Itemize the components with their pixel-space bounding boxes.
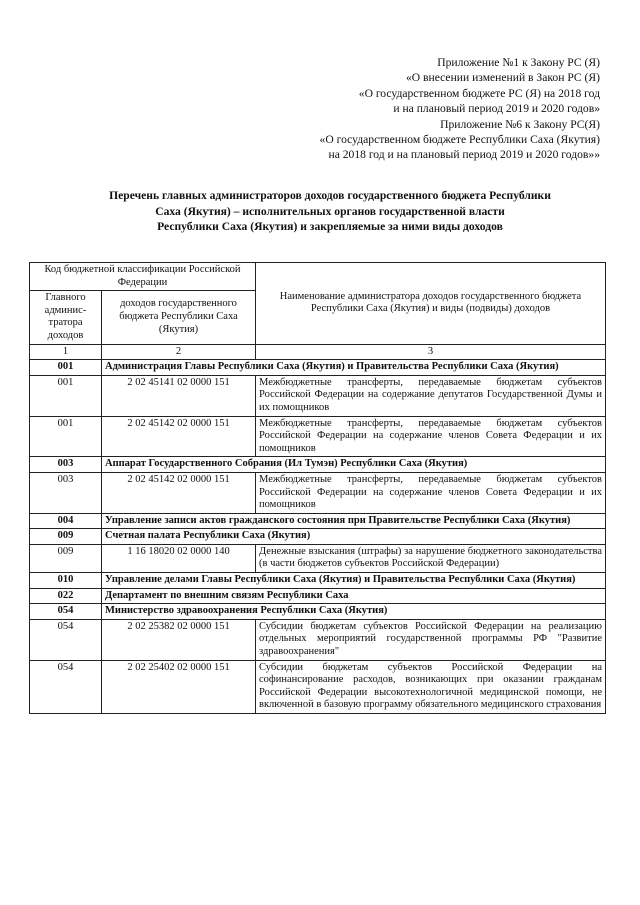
header-name: Наименование администратора доходов государственного бюджета Республики Саха (Якутия) и виды (подвиды) доходов <box>256 263 606 345</box>
admin-code: 001 <box>30 375 102 416</box>
income-name: Межбюджетные трансферты, передаваемые бюджетам субъектов Российской Федерации на содержание членов Совета Федерации и их помощников <box>256 416 606 457</box>
header-line: «О государственном бюджете Республики Саха (Якутия) <box>319 133 600 147</box>
table-row-income <box>30 375 606 416</box>
income-code: 2 02 45142 02 0000 151 <box>102 416 256 457</box>
title-line: Саха (Якутия) – исполнительных органов государственной власти <box>155 204 505 218</box>
table-row-income <box>30 416 606 457</box>
table-row-income <box>30 472 606 513</box>
admin-code: 003 <box>30 472 102 513</box>
table-row-admin <box>30 513 606 529</box>
document-title <box>50 188 610 235</box>
header-admin: Главного админис-тратора доходов <box>30 291 102 344</box>
admin-code: 001 <box>30 360 102 376</box>
column-number: 1 <box>30 344 102 360</box>
table-row-admin <box>30 573 606 589</box>
admin-code: 004 <box>30 513 102 529</box>
column-number: 2 <box>102 344 256 360</box>
admin-name: Департамент по внешним связям Республики Саха <box>102 588 606 604</box>
admin-name: Аппарат Государственного Собрания (Ил Тумэн) Республики Саха (Якутия) <box>102 457 606 473</box>
header-line: на 2018 год и на плановый период 2019 и 2020 годов»» <box>328 148 600 162</box>
header-line: «О внесении изменений в Закон РС (Я) <box>405 71 600 85</box>
income-name: Субсидии бюджетам субъектов Российской Федерации на реализацию отдельных мероприятий государственной программы РФ "Развитие здравоохранения" <box>256 619 606 660</box>
title-line: Перечень главных администраторов доходов государственного бюджета Республики <box>109 189 551 202</box>
table-row-income <box>30 619 606 660</box>
admin-code: 022 <box>30 588 102 604</box>
income-code: 2 02 45141 02 0000 151 <box>102 375 256 416</box>
income-name: Денежные взыскания (штрафы) за нарушение бюджетного законодательства (в части бюджетов субъектов Российской Федерации) <box>256 544 606 572</box>
table-row-income <box>30 544 606 572</box>
admin-name: Администрация Главы Республики Саха (Якутия) и Правительства Республики Саха (Якутия) <box>102 360 606 376</box>
income-name: Субсидии бюджетам субъектов Российской Федерации на софинансирование расходов, возникающих при оказании гражданам Российской Федерации высокотехнологичной медицинской помощи, не включенной в базовую программу обязательного медицинского страхования <box>256 660 606 713</box>
admin-code: 009 <box>30 544 102 572</box>
table-row-admin <box>30 457 606 473</box>
admin-code: 003 <box>30 457 102 473</box>
column-number: 3 <box>256 344 606 360</box>
admin-code: 054 <box>30 604 102 620</box>
header-line: Приложение №1 к Закону РС (Я) <box>437 56 600 69</box>
admin-name: Счетная палата Республики Саха (Якутия) <box>102 529 606 545</box>
header-kbk: Код бюджетной классификации Российской Федерации <box>30 263 256 291</box>
admin-name: Министерство здравоохранения Республики Саха (Якутия) <box>102 604 606 620</box>
administrators-table <box>29 262 606 714</box>
admin-name: Управление делами Главы Республики Саха (Якутия) и Правительства Республики Саха (Якутия) <box>102 573 606 589</box>
income-code: 1 16 18020 02 0000 140 <box>102 544 256 572</box>
income-code: 2 02 25402 02 0000 151 <box>102 660 256 713</box>
income-name: Межбюджетные трансферты, передаваемые бюджетам субъектов Российской Федерации на содержание депутатов Государственной Думы и их помощников <box>256 375 606 416</box>
table-row-admin <box>30 360 606 376</box>
admin-code: 001 <box>30 416 102 457</box>
table-row-income <box>30 660 606 713</box>
income-code: 2 02 25382 02 0000 151 <box>102 619 256 660</box>
admin-code: 009 <box>30 529 102 545</box>
header-line: «О государственном бюджете РС (Я) на 2018 год <box>358 86 600 100</box>
table-row-admin <box>30 588 606 604</box>
admin-code: 054 <box>30 660 102 713</box>
header-income: доходов государственного бюджета Республики Саха (Якутия) <box>102 291 256 344</box>
admin-name: Управление записи актов гражданского состояния при Правительстве Республики Саха (Якутия) <box>102 513 606 529</box>
income-name: Межбюджетные трансферты, передаваемые бюджетам субъектов Российской Федерации на содержание членов Совета Федерации и их помощников <box>256 472 606 513</box>
admin-code: 054 <box>30 619 102 660</box>
table-row-admin <box>30 529 606 545</box>
admin-code: 010 <box>30 573 102 589</box>
title-line: Республики Саха (Якутия) и закрепляемые за ними виды доходов <box>157 220 503 233</box>
header-line: и на плановый период 2019 и 2020 годов» <box>393 102 600 116</box>
table-row-admin <box>30 604 606 620</box>
header-line: Приложение №6 к Закону РС(Я) <box>440 117 600 131</box>
appendix-header <box>180 55 600 163</box>
income-code: 2 02 45142 02 0000 151 <box>102 472 256 513</box>
